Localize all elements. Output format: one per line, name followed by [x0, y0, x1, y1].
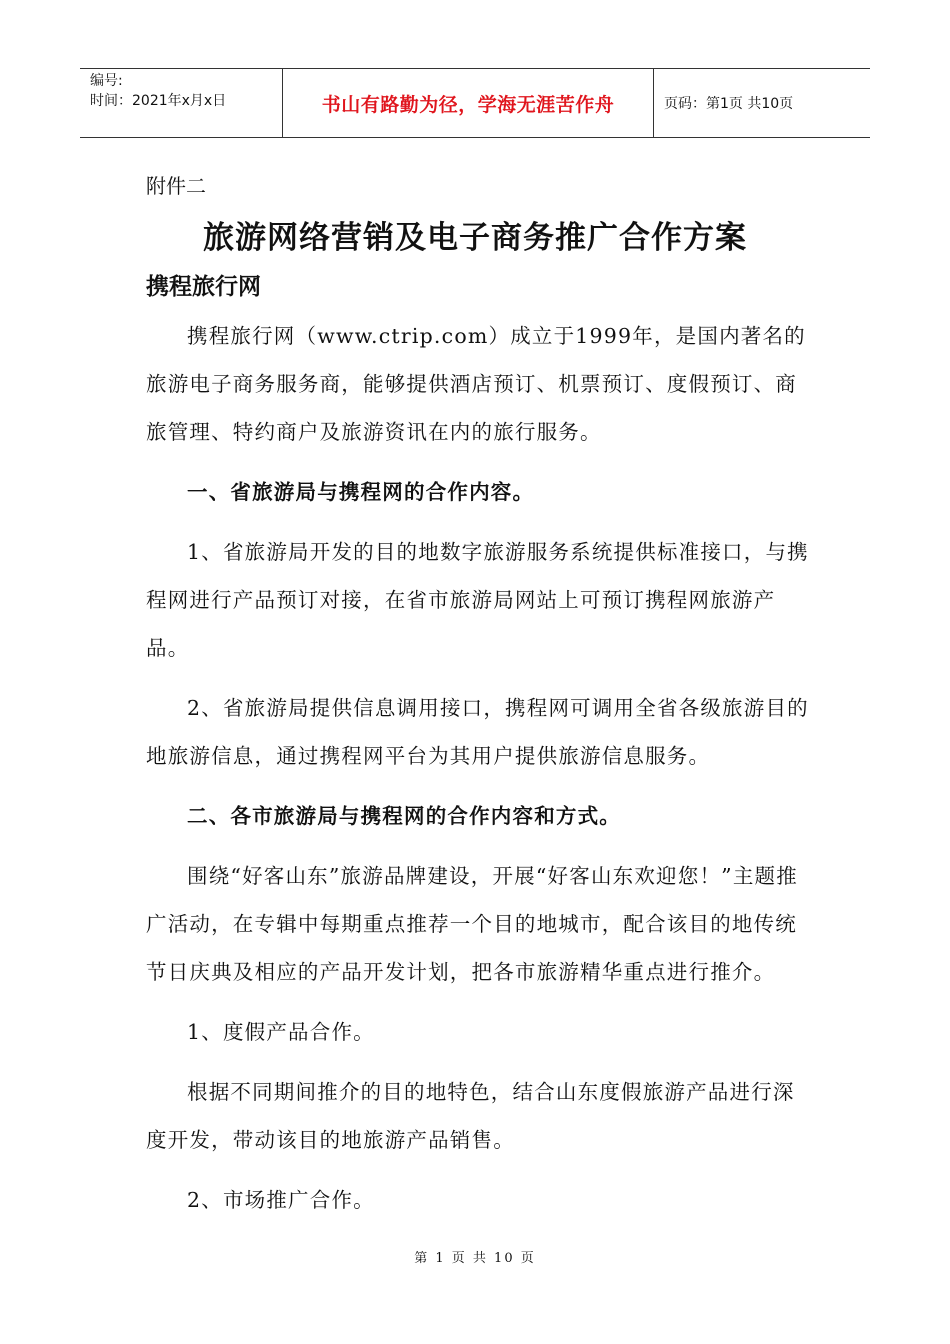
number-label: 编号:: [90, 73, 123, 89]
section-heading: 一、省旅游局与携程网的合作内容。: [187, 480, 535, 504]
body-paragraph: 2、省旅游局提供信息调用接口，携程网可调用全省各级旅游目的地旅游信息，通过携程网平台为其用户提供旅游信息服务。: [146, 696, 809, 768]
section-subtitle: 携程旅行网: [146, 274, 261, 300]
body-paragraph: 携程旅行网（www.ctrip.com）成立于1999年，是国内著名的旅游电子商务服务商，能够提供酒店预订、机票预订、度假预订、商旅管理、特约商户及旅游资讯在内的旅行服务。: [146, 324, 806, 444]
header-meta: [80, 69, 282, 137]
body-paragraph: 1、省旅游局开发的目的地数字旅游服务系统提供标准接口，与携程网进行产品预订对接，在省市旅游局网站上可预订携程网旅游产品。: [146, 540, 809, 660]
document-body: [146, 312, 810, 1236]
body-paragraph: 2、市场推广合作。: [187, 1188, 375, 1212]
body-paragraph: 根据不同期间推介的目的地特色，结合山东度假旅游产品进行深度开发，带动该目的地旅游产品销售。: [146, 1080, 795, 1152]
date-label: 时间：2021年x月x日: [90, 93, 227, 109]
page-footer: 第 1 页 共 10 页: [414, 1251, 536, 1266]
body-paragraph: 1、度假产品合作。: [187, 1020, 375, 1044]
page-header: [80, 68, 870, 138]
section-heading: 二、各市旅游局与携程网的合作内容和方式。: [187, 804, 621, 828]
attachment-label: 附件二: [146, 174, 206, 198]
header-page-info: 页码：第1页 共10页: [664, 96, 794, 112]
header-motto: 书山有路勤为径，学海无涯苦作舟: [282, 69, 654, 137]
body-paragraph: 围绕“好客山东”旅游品牌建设，开展“好客山东欢迎您！”主题推广活动，在专辑中每期重点推荐一个目的地城市，配合该目的地传统节日庆典及相应的产品开发计划，把各市旅游精华重点进行推介。: [146, 864, 798, 984]
document-title: 旅游网络营销及电子商务推广合作方案: [203, 220, 747, 256]
